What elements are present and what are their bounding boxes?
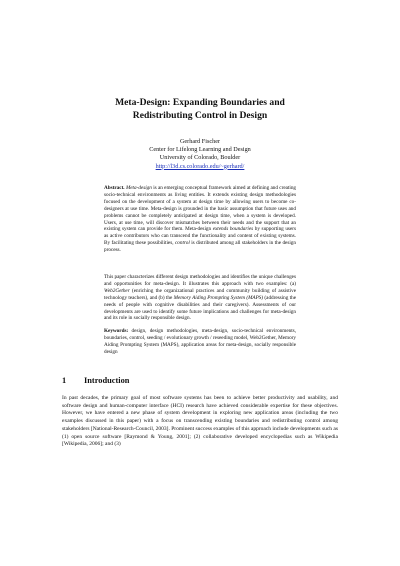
abstract-paragraph-2: This paper characterizes different design methodologies and identifies the unique challenges and opportunities for meta-design. It illustrates this approach with two examples: (a) Web2Gether (enriching the organizational practices and community building of assistive technology teachers), and (b) the Memory Aiding Prompting System (MAPS) (addressing the needs of people with cognitive disabilities and their caregivers). Assessments of our developments are used to identify some future implications and challenges for meta-design and its role in socially responsible design. <box>104 274 296 322</box>
author-homepage-link[interactable]: http://l3d.cs.colorado.edu/~gerhard/ <box>155 162 245 170</box>
section-title: Introduction <box>84 376 130 385</box>
abstract-term: Meta-design <box>125 185 152 191</box>
intro-paragraph: In past decades, the primary goal of most software systems has been to achieve better productivity and usability, and software design and human-computer interface (HCI) research have achieved considerable expertise for these objectives. However, we have entered a new phase of system development in exploring new application areas (including the two examples discussed in this paper) with a focus on transcending existing boundaries and redistributing control among stakeholders [National-Research-Council, 2003]. Prominent success examples of this approach include developments such as (1) open source software [Raymond & Young, 2001]; (2) collaborative developed encyclopedias such as Wikipedia [Wikipedia, 2006]; and (3) <box>62 395 338 448</box>
affiliation-university: University of Colorado, Boulder <box>159 154 241 162</box>
keywords-label: Keywords: <box>104 328 129 334</box>
abstract-paragraph-1: Abstract. Meta-design is an emerging conceptual framework aimed at defining and creating socio-technical environments as living entities. It extends existing design methodologies focused on the development of a system at design time by allowing users to become co-designers at use time. Meta-design is grounded in the basic assumption that future uses and problems cannot be completely anticipated at design time, when a system is developed. Users, at use time, will discover mismatches between their needs and the support that an existing system can provide for them. Meta-design extends boundaries by supporting users as active contributors who can transcend the functionality and content of existing systems. By facilitating these possibilities, control is distributed among all stakeholders in the design process. <box>104 185 297 254</box>
keywords-list: design, design methodologies, meta-design, socio-technical environments, boundaries, control, seeding / evolutionary growth / reseeding model, Web2Gether, Memory Aiding Prompting System (MAPS), application areas for meta-design, socially responsible design <box>104 328 296 355</box>
affiliation-center: Center for Lifelong Learning and Design <box>149 146 251 154</box>
keywords-paragraph <box>104 328 296 356</box>
abstract-label: Abstract. <box>104 185 125 191</box>
author-name: Gerhard Fischer <box>179 138 221 145</box>
author-block <box>40 138 360 171</box>
title-line-2: Redistributing Control in Design <box>132 110 268 121</box>
paper-title <box>40 96 360 122</box>
section-number: 1 <box>62 376 67 385</box>
section-heading <box>62 376 129 385</box>
title-line-1: Meta-Design: Expanding Boundaries and <box>115 97 285 108</box>
